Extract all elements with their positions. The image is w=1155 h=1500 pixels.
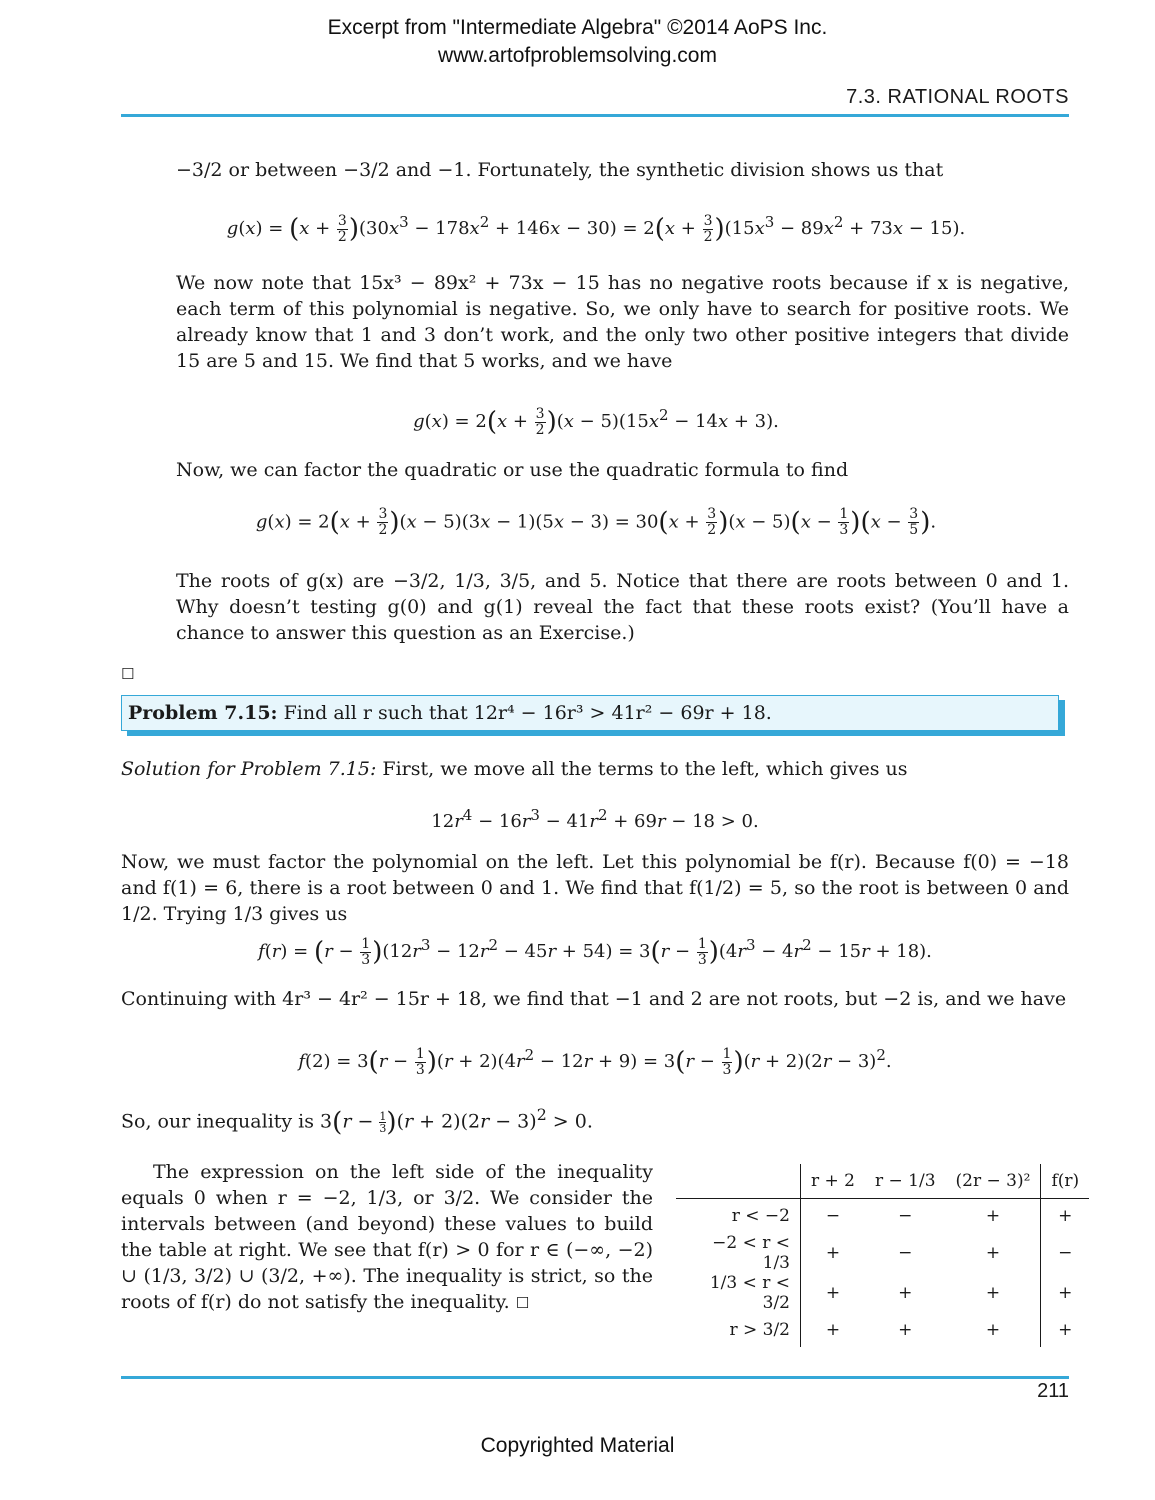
sign-table-header: f(r) <box>1041 1164 1089 1199</box>
equation-g-full: g(x) = 2(x + $\frac{3}{2}$ )(x − 5)(3x − 1)(5x − 3) = 30(x + $\frac{3}{2}$ )(x − 5)(x − $\frac{1}{3}$ )(x − $\frac{3}{5}$ ). <box>255 506 937 538</box>
paragraph-6: Continuing with 4r³ − 4r² − 15r + 18, we find that −1 and 2 are not roots, but −2 is, and we have <box>121 988 1067 1010</box>
sign-table-interval: r > 3/2 <box>676 1313 801 1347</box>
equation-f-factored: f(2) = 3(r − $\frac{1}{3}$ )$(r + 2)(4r^2 - 12r + 9) = 3(r$ − $\frac{1}{3}$ )$(r + 2)(2r - 3)^2$. <box>298 1045 892 1078</box>
equation-g-partial: g(x) = 2(x + $\frac{3}{2}$ )$(x - 5)(15x^2 - 14x + 3)$. <box>413 405 779 438</box>
sign-table-interval: r < −2 <box>676 1199 801 1234</box>
paragraph-8 <box>121 1159 653 1316</box>
sign-cell: + <box>898 1320 913 1340</box>
watermark-line-1: Excerpt from "Intermediate Algebra" ©2014 AoPS Inc. <box>327 16 828 39</box>
solution-label: Solution for Problem 7.15: <box>121 758 377 780</box>
problem-text: Find all r such that 12r⁴ − 16r³ > 41r² − 69r + 18. <box>283 702 772 724</box>
table-row <box>676 1273 1089 1313</box>
paragraph-5: Now, we must factor the polynomial on the left. Let this polynomial be f(r). Because f(0) = −18 and f(1) = 6, there is a root between 0 and 1. We find that f(1/2) = 5, so the root is between 0 and 1/2. Trying 1/3 gives us <box>121 851 1069 925</box>
watermark-line-2: www.artofproblemsolving.com <box>438 44 717 67</box>
sign-table-header: (2r − 3)² <box>946 1164 1041 1199</box>
page-number: 211 <box>1037 1380 1069 1402</box>
sign-cell: − <box>898 1243 913 1263</box>
problem-statement <box>128 700 772 726</box>
sign-cell: − <box>825 1206 841 1226</box>
sign-table-interval: 1/3 < r < 3/2 <box>676 1273 801 1313</box>
sign-table-header-row <box>676 1164 1089 1199</box>
sign-cell: + <box>898 1283 913 1303</box>
table-row <box>676 1313 1089 1347</box>
sign-cell: + <box>985 1243 1001 1263</box>
sign-cell: + <box>985 1283 1001 1303</box>
solution-intro-text: First, we move all the terms to the left, which gives us <box>382 758 908 780</box>
equation-g-synthetic: g(x) = (x + $\frac{3}{2}$ )$(30x^3 - 178x^2 + 146x - 30) = 2(x$ + $\frac{3}{2}$ )$(15x^3 - 89x^2 + 73x - 15)$. <box>226 212 966 245</box>
table-row <box>676 1233 1089 1273</box>
copyright-footer: Copyrighted Material <box>480 1434 675 1457</box>
paragraph-2: We now note that 15x³ − 89x² + 73x − 15 has no negative roots because if x is negative, each term of this polynomial is negative. So, we only have to search for positive roots. We already know that 1 and 3 don’t work, and the only two other positive integers that divide 15 are 5 and 15. We find that 5 works, and we have <box>176 272 1069 372</box>
paragraph-4: The roots of g(x) are −3/2, 1/3, 3/5, and 5. Notice that there are roots between 0 and 1. Why doesn’t testing g(0) and g(1) reveal the fact that these roots exist? (You’ll have a chance to answer this question as an Exercise.) <box>176 570 1069 644</box>
paragraph-1: −3/2 or between −3/2 and −1. Fortunately, the synthetic division shows us that <box>176 159 944 181</box>
header-rule <box>121 114 1069 117</box>
sign-cell: + <box>985 1206 1001 1226</box>
section-header: 7.3. RATIONAL ROOTS <box>846 86 1069 108</box>
equation-f-synthetic: f(r) = (r − $\frac{1}{3}$ )$(12r^3 - 12r^2 - 45r + 54) = 3(r$ − $\frac{1}{3}$ )$(4r^3 - 4r^2 - 15r + 18)$. <box>258 935 932 968</box>
sign-table-header: r − 1/3 <box>865 1164 946 1199</box>
sign-table-interval: −2 < r < 1/3 <box>676 1233 801 1273</box>
paragraph-7: So, our inequality is 3(r − $\frac{1}{3}$ )$(r + 2)(2r - 3)^2 > 0$. <box>121 1105 593 1138</box>
sign-cell: − <box>898 1206 913 1226</box>
sign-cell: + <box>1041 1313 1089 1347</box>
sign-cell: + <box>825 1243 841 1263</box>
sign-cell: + <box>825 1283 841 1303</box>
sign-table-header: r + 2 <box>801 1164 866 1199</box>
sign-cell: − <box>1041 1233 1089 1273</box>
table-row <box>676 1199 1089 1234</box>
solution-intro <box>121 756 1069 782</box>
qed-square-icon: ☐ <box>121 665 135 683</box>
sign-cell: + <box>1041 1273 1089 1313</box>
paragraph-7-prefix: So, our inequality is <box>121 1110 315 1133</box>
sign-table <box>676 1164 1089 1347</box>
footer-rule <box>121 1376 1069 1379</box>
paragraph-3: Now, we can factor the quadratic or use the quadratic formula to find <box>176 459 849 481</box>
problem-label: Problem 7.15: <box>128 702 278 724</box>
qed-square-icon: ☐ <box>515 1294 530 1312</box>
sign-cell: + <box>1041 1199 1089 1234</box>
sign-cell: + <box>985 1320 1001 1340</box>
paragraph-8-text: The expression on the left side of the inequality equals 0 when r = −2, 1/3, or 3/2. We consider the intervals between (and beyond) these values to build the table at right. We see that f(r) > 0 for r ∈ (−∞, −2) ∪ (1/3, 3/2) ∪ (3/2, +∞). The inequality is strict, so the roots of f(r) do not satisfy the inequality. <box>121 1161 653 1313</box>
sign-cell: + <box>825 1320 841 1340</box>
equation-inequality: $12r^4 - 16r^3 - 41r^2 + 69r - 18 > 0$. <box>431 806 759 832</box>
sign-table-corner <box>676 1164 801 1199</box>
